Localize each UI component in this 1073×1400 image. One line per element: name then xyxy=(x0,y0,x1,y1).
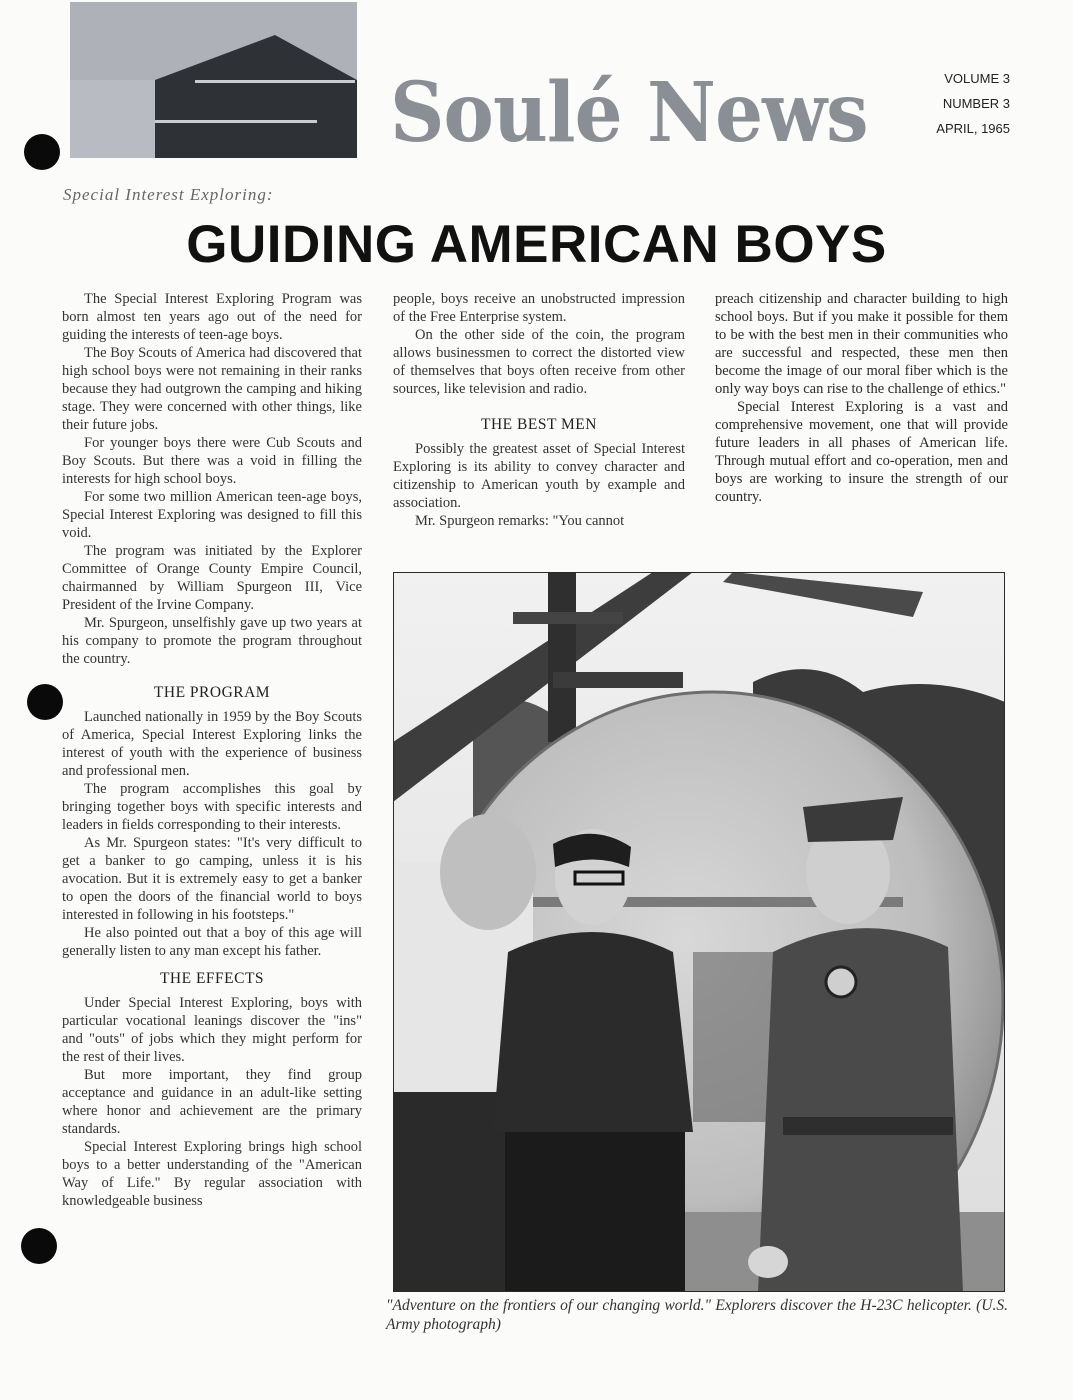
masthead-title: Soulé News xyxy=(390,65,868,161)
binder-hole-icon xyxy=(24,134,60,170)
issue-info xyxy=(905,66,1010,141)
paragraph: people, boys receive an unobstructed impression of the Free Enterprise system. xyxy=(393,291,685,325)
binder-hole-icon xyxy=(21,1228,57,1264)
section-heading: THE EFFECTS xyxy=(159,970,265,987)
paragraph: Under Special Interest Exploring, boys with particular vocational leanings discover the "ins" and "outs" of jobs which they might perform for the rest of their lives. xyxy=(62,995,362,1065)
binder-hole-icon xyxy=(27,684,63,720)
paragraph: The Special Interest Exploring Program was born almost ten years ago out of the need for guiding the interests of teen-age boys. xyxy=(62,291,362,343)
paragraph: On the other side of the coin, the program allows businessmen to correct the distorted view of themselves that boys often receive from other sources, like television and radio. xyxy=(393,327,685,397)
paragraph: The program accomplishes this goal by bringing together boys with specific interests and leaders in fields corresponding to their interests. xyxy=(62,781,362,833)
paragraph: Possibly the greatest asset of Special Interest Exploring is its ability to convey character and citizenship to American youth by example and association. xyxy=(393,441,685,511)
section-heading: THE BEST MEN xyxy=(481,416,597,433)
paragraph: Launched nationally in 1959 by the Boy Scouts of America, Special Interest Exploring links the interest of youth with the experience of business and professional men. xyxy=(62,709,362,779)
paragraph: He also pointed out that a boy of this age will generally listen to any man except his father. xyxy=(62,925,362,959)
paragraph: For some two million American teen-age boys, Special Interest Exploring was designed to fill this void. xyxy=(62,489,362,541)
paragraph: As Mr. Spurgeon states: "It's very difficult to get a banker to go camping, unless it is his avocation. But it is extremely easy to get a banker to open the doors of the financial world to boys interested in following in his footsteps." xyxy=(62,835,362,923)
paragraph: Special Interest Exploring brings high school boys to a better understanding of the "American Way of Life." By regular association with knowledgeable business xyxy=(62,1139,362,1209)
date-label: APRIL, 1965 xyxy=(936,121,1010,136)
masthead-logo xyxy=(70,2,357,158)
section-heading: THE PROGRAM xyxy=(153,684,271,701)
paragraph: The Boy Scouts of America had discovered that high school boys were not remaining in their ranks because they had outgrown the camping and hiking stage. They were concerned with other things, like their future jobs. xyxy=(62,345,362,433)
headline: GUIDING AMERICAN BOYS xyxy=(186,215,887,274)
volume-label: VOLUME 3 xyxy=(944,71,1010,86)
paragraph: preach citizenship and character building to high school boys. But if you make it possible for them to be with the best men in their communities who are successful and respected, these men then become the image of our moral fiber which is the only way boys can rise to the challenge of ethics." xyxy=(715,291,1008,397)
paragraph: Special Interest Exploring is a vast and comprehensive movement, one that will provide future leaders in all phases of American life. Through mutual effort and co-operation, men and boys are working to insure the strength of our country. xyxy=(715,399,1008,505)
kicker: Special Interest Exploring: xyxy=(63,185,274,204)
paragraph: For younger boys there were Cub Scouts and Boy Scouts. But there was a void in filling the interests for high school boys. xyxy=(62,435,362,487)
paragraph: But more important, they find group acceptance and guidance in an adult-like setting where honor and achievement are the primary standards. xyxy=(62,1067,362,1137)
paragraph: The program was initiated by the Explorer Committee of Orange County Empire Council, chairmanned by William Spurgeon III, Vice President of the Irvine Company. xyxy=(62,543,362,613)
paragraph: Mr. Spurgeon remarks: "You cannot xyxy=(415,513,625,529)
paragraph: Mr. Spurgeon, unselfishly gave up two years at his company to promote the program throughout the country. xyxy=(62,615,362,667)
article-column-1 xyxy=(62,290,362,1210)
explorers-helicopter-photo xyxy=(393,572,1005,1292)
article-column-2 xyxy=(393,290,685,530)
number-label: NUMBER 3 xyxy=(942,96,1010,111)
photo-caption: "Adventure on the frontiers of our changing world." Explorers discover the H-23C helicopter. (U.S. Army photograph) xyxy=(386,1297,1008,1333)
article-column-3 xyxy=(715,290,1008,506)
